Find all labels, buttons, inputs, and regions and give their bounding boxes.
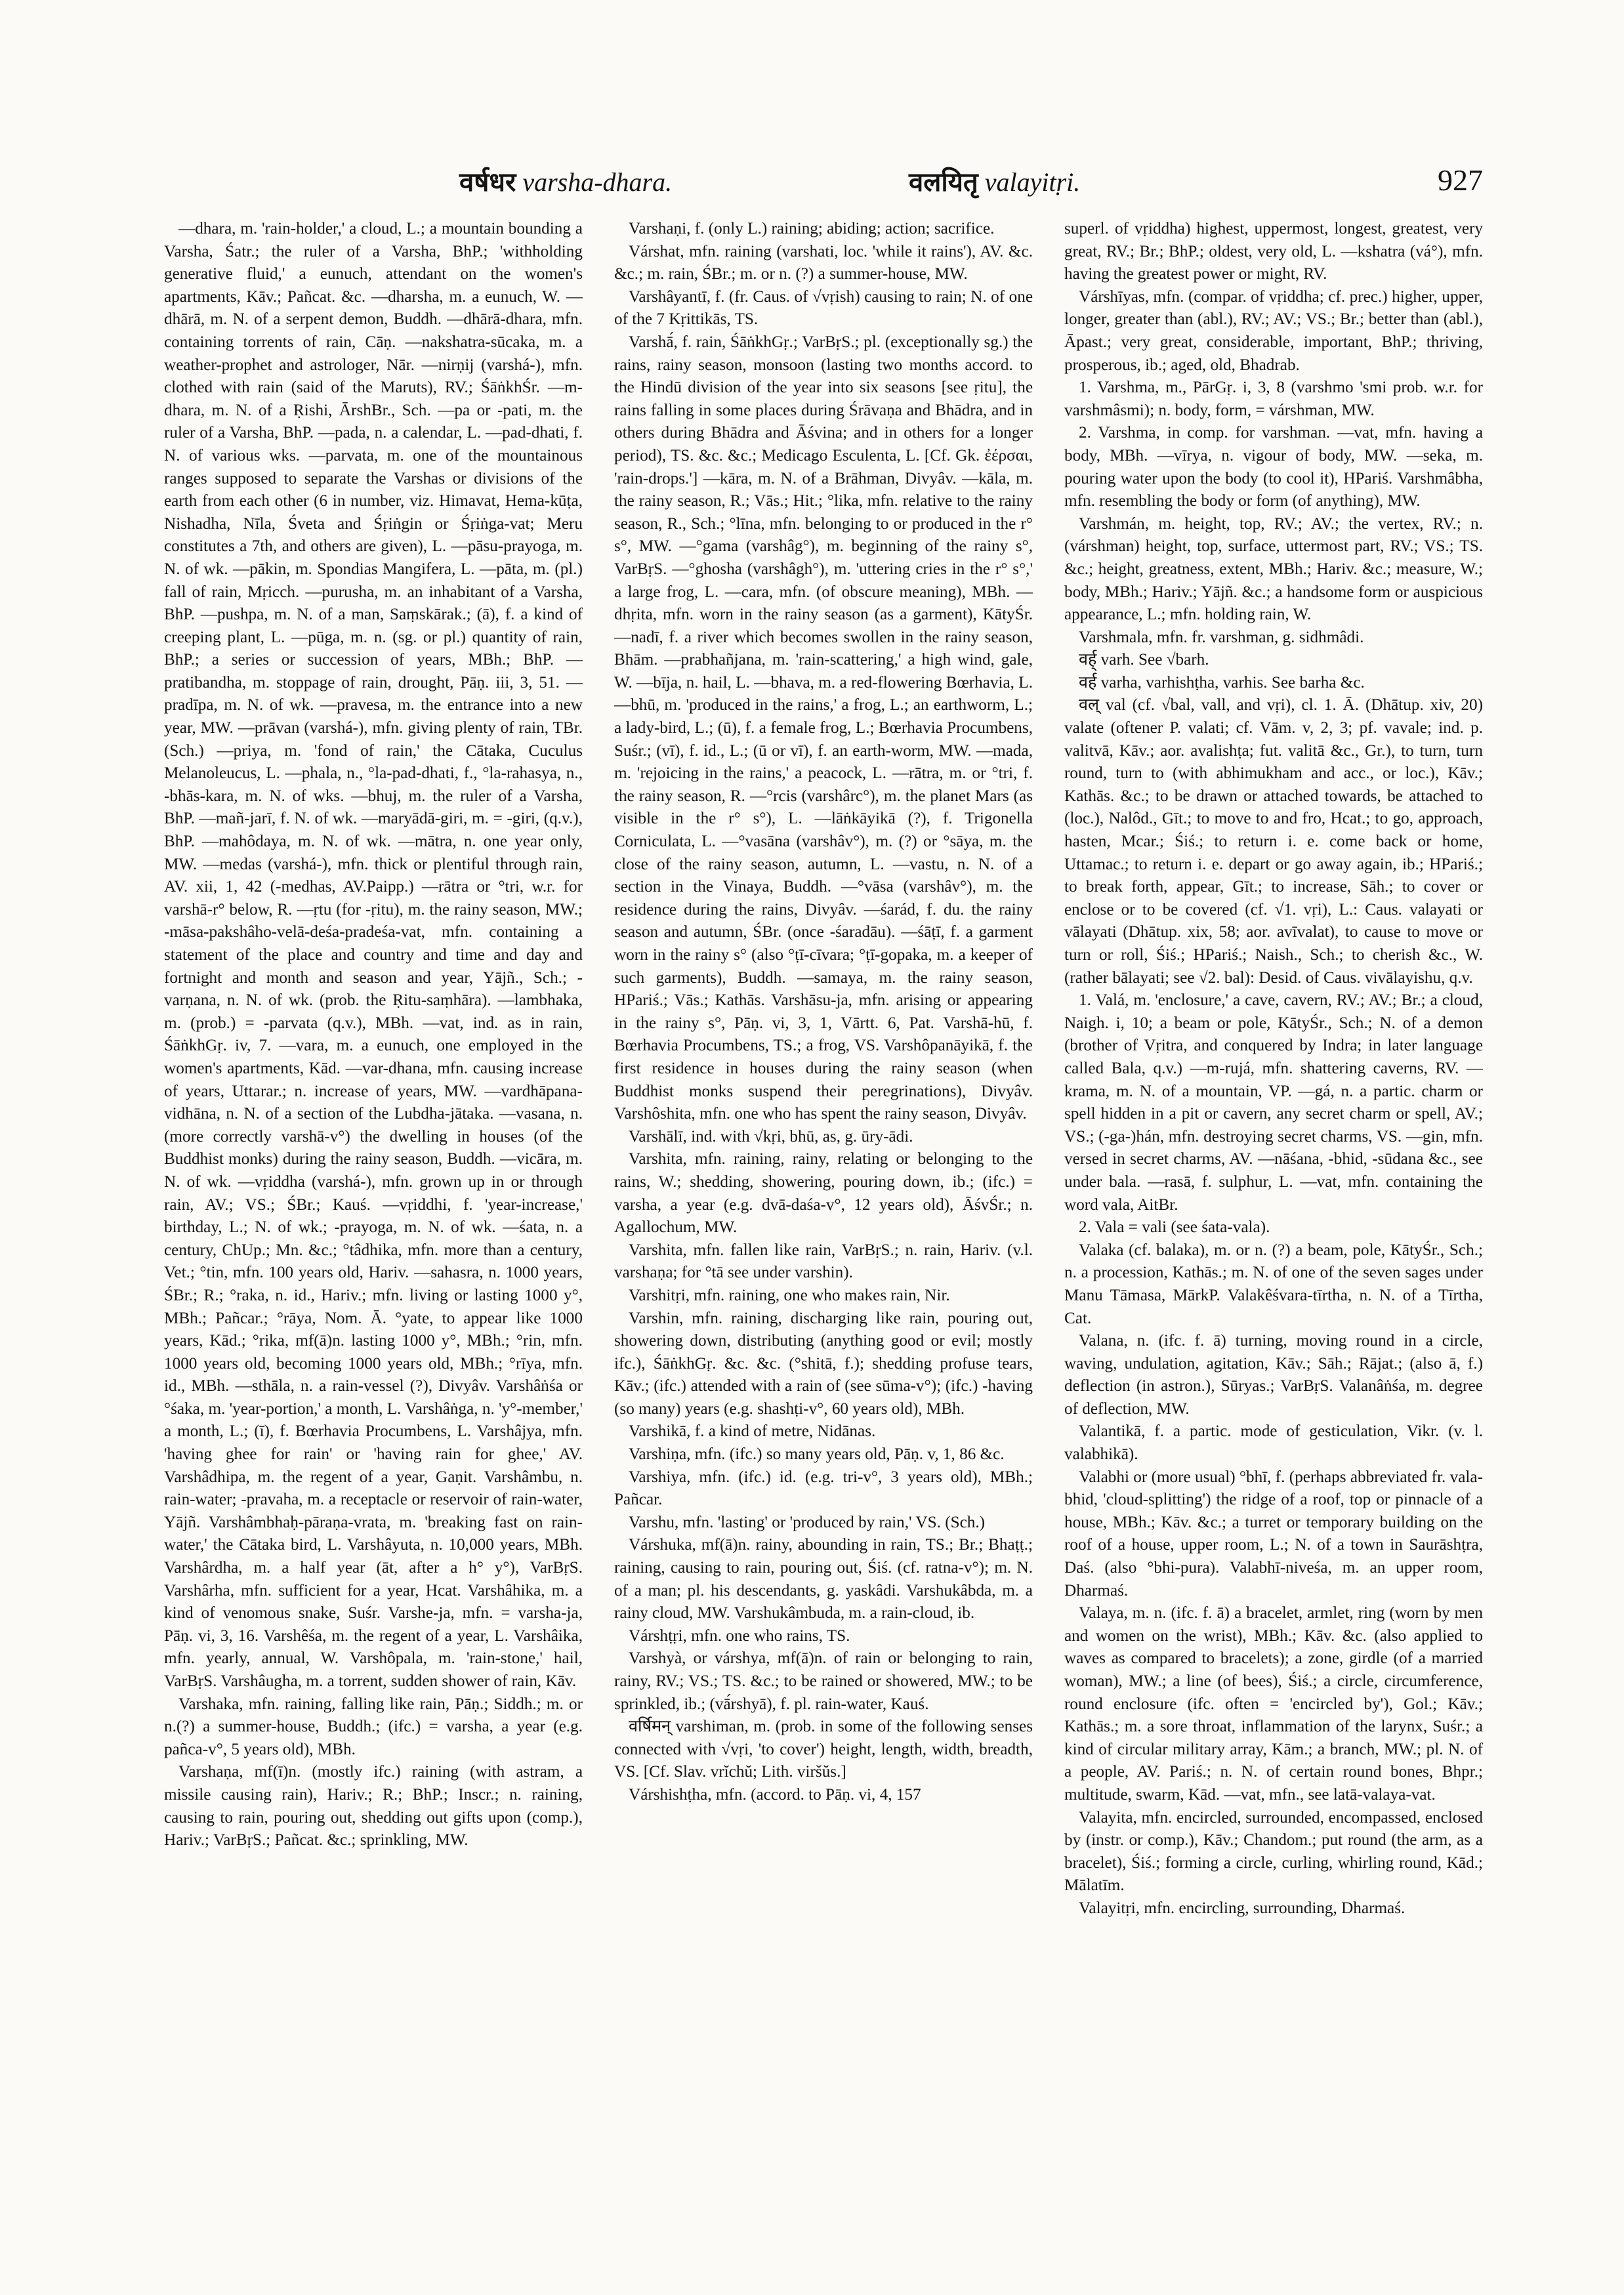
dictionary-entry: Varshālī, ind. with √kṛi, bhū, as, g. ūry-ādi.: [629, 1127, 913, 1146]
dictionary-entry: 1. Valá, m. 'enclosure,' a cave, cavern, RV.; AV.; Br.; a cloud, Naigh. i, 10; a beam or pole, KātyŚr., Sch.; N. of a demon (brother of Vṛitra, and conquered by Indra; in later language called Bala, q.v.) —m-rujá, mfn. shattering caverns, RV. —krama, m. N. of a mountain, VP. —gá, n. a partic. charm or spell hidden in a pit or cavern, any secret charm or spell, AV.; VS.; (-ga-)hán, mfn. destroying secret charms, VS. —gin, mfn. versed in secret charms, AV. —nāśana, -bhid, -sūdana &c., see under bala. —rasā, f. sulphur, L. —vat, mfn. containing the word vala, AitBr.: [1064, 991, 1483, 1214]
dictionary-entry: Varshikā, f. a kind of metre, Nidānas.: [629, 1422, 876, 1441]
column-left: [164, 218, 583, 2225]
dictionary-entry: Várshuka, mf(ā)n. rainy, abounding in rain, TS.; Br.; Bhaṭṭ.; raining, causing to rain, pouring out, Śiś. (cf. ratna-v°); m. N. of a man; pl. his descendants, g. yaskâdi. Varshukâbda, m. a rainy cloud, MW. Varshukâmbuda, m. a rain-cloud, ib.: [614, 1536, 1033, 1623]
dictionary-entry: Varshā́, f. rain, ŚāṅkhGṛ.; VarBṛS.; pl. (exceptionally sg.) the rains, rainy season, monsoon (lasting two months accord. to the Hindū division of the year into six seasons [see ṛitu], the rains falling in some places during Śrāvaṇa and Bhādra, and in others during Bhādra and Āśvina; and in others for a longer period), TS. &c. &c.; Medicago Esculenta, L. [Cf. Gk. ἐέρσαι, 'rain-drops.'] —kāra, m. N. of a Brāhman, Divyâv. —kāla, m. the rainy season, R.; Vās.; Hit.; °lika, mfn. relative to the rainy season, R., Sch.; °līna, mfn. belonging to or produced in the r° s°, MW. —°gama (varshâg°), m. beginning of the rainy s°, VarBṛS. —°ghosha (varshâgh°), m. 'uttering cries in the r° s°,' a large frog, L. —cara, mfn. (of obscure meaning), MBh. —dhṛita, mfn. worn in the rainy season (as a garment), KātyŚr. —nadī, f. a river which becomes swollen in the rainy season, Bhām. —prabhañjana, m. 'rain-scattering,' a high wind, gale, W. —bīja, n. hail, L. —bhava, m. a red-flowering Bœrhavia, L. —bhū, m. 'produced in the rains,' a frog, L.; an earthworm, L.; a lady-bird, L.; (ū), f. a female frog, L.; Bœrhavia Procumbens, Suśr.; (vī), f. id., L.; (ū or vī), f. an earth-worm, MW. —mada, m. 'rejoicing in the rains,' a peacock, L. —rātra, m. or °tri, f. the rainy season, R. —°rcis (varshârc°), m. the planet Mars (as visible in the r° s°), L. —lāṅkāyikā (?), f. Trigonella Corniculata, L. —°vasāna (varshâv°), m. (?) or °sāya, m. the close of the rainy season, autumn, L. —vastu, n. N. of a section in the Vinaya, Buddh. —°vāsa (varshâv°), m. the residence during the rains, Divyâv. —śarád, f. du. the rainy season and autumn, ŚBr. (once -śaradāu). —śāṭī, f. a garment worn in the rainy s° (also °ṭī-cīvara; °ṭī-gopaka, m. a keeper of such garments), Buddh. —samaya, m. the rainy season, HPariś.; Vās.; Kathās. Varshāsu-ja, mfn. arising or appearing in the rainy s°, Pāṇ. vi, 3, 1, Vārtt. 6, Pat. Varshā-hū, f. Bœrhavia Procumbens, TS.; a frog, VS. Varshôpanāyikā, f. the first residence in houses during the rainy season (when Buddhist monks suspend their peregrinations), Divyâv. Varshôshita, mfn. one who has spent the rainy season, Divyâv.: [614, 333, 1033, 1123]
running-header: [164, 163, 1483, 209]
left-headword: [459, 163, 672, 199]
left-headword-roman: varsha-dhara.: [522, 167, 673, 197]
dictionary-entry: Valabhi or (more usual) °bhī, f. (perhaps abbreviated fr. vala-bhid, 'cloud-splitting') the ridge of a roof, top or pinnacle of a house, MBh.; Kāv. &c.; a turret or temporary building on the roof of a house, upper room, L.; N. of a town in Saurāshṭra, Daś. (also °bhi-pura). Valabhī-niveśa, m. an upper room, Dharmaś.: [1064, 1468, 1483, 1600]
text-columns: [164, 218, 1483, 2225]
dictionary-entry: Valantikā, f. a partic. mode of gesticulation, Vikr. (v. l. valabhikā).: [1064, 1422, 1483, 1464]
dictionary-entry: Várshṭṛi, mfn. one who rains, TS.: [629, 1626, 850, 1645]
dictionary-entry: Varshiya, mfn. (ifc.) id. (e.g. tri-v°, 3 years old), MBh.; Pañcar.: [614, 1468, 1033, 1509]
dictionary-entry: Várshīyas, mfn. (compar. of vṛiddha; cf. prec.) higher, upper, longer, greater than (abl.), RV.; AV.; VS.; Br.; better than (abl.), Āpast.; very great, considerable, important, BhP.; thriving, prosperous, ib.; aged, old, Bhadrab.: [1064, 287, 1483, 374]
right-headword: [909, 163, 1080, 199]
dictionary-entry: Varshiṇa, mfn. (ifc.) so many years old, Pāṇ. v, 1, 86 &c.: [629, 1445, 1005, 1464]
dictionary-entry: Varshmala, mfn. fr. varshman, g. sidhmâdi.: [1079, 628, 1364, 646]
dictionary-entry: Valaka (cf. balaka), m. or n. (?) a beam, pole, KātyŚr., Sch.; n. a procession, Kathās.; m. N. of one of the seven sages under Manu Tāmasa, MārkP. Valakêśvara-tīrtha, n. N. of a Tīrtha, Cat.: [1064, 1241, 1483, 1327]
dictionary-entry: Varshaṇa, mf(ī)n. (mostly ifc.) raining (with astram, a missile causing rain), Hariv.; R.; BhP.; Inscr.; n. raining, causing to rain, pouring out, shedding out gifts upon (comp.), Hariv.; VarBṛS.; Pañcat. &c.; sprinkling, MW.: [164, 1763, 583, 1850]
dictionary-entry: वर्ह varha, varhishṭha, varhis. See barha &c.: [1079, 673, 1365, 692]
dictionary-entry: वर्ह् varh. See √barh.: [1079, 651, 1209, 669]
dictionary-entry: 2. Varshma, in comp. for varshman. —vat, mfn. having a body, MBh. —vīrya, n. vigour of body, MW. —seka, m. pouring water upon the body (to cool it), HPariś. Varshmâbha, mfn. resembling the body or form (of anything), MW.: [1064, 424, 1483, 510]
dictionary-entry: Varshaka, mfn. raining, falling like rain, Pāṇ.; Siddh.; m. or n.(?) a summer-house, Buddh.; (ifc.) = varsha, a year (e.g. pañca-v°, 5 years old), MBh.: [164, 1695, 583, 1758]
dictionary-entry: Varshin, mfn. raining, discharging like rain, pouring out, showering down, distributing (anything good or evil; mostly ifc.), ŚāṅkhGṛ. &c. &c. (°shitā, f.); shedding profuse tears, Kāv.; (ifc.) attended with a rain of (see sūma-v°); (ifc.) -having (so many) years (e.g. shashṭi-v°, 60 years old), MBh.: [614, 1309, 1033, 1418]
left-headword-devanagari: वर्षधर: [459, 167, 516, 197]
dictionary-entry: Varshyà, or várshya, mf(ā)n. of rain or belonging to rain, rainy, RV.; VS.; TS. &c.; to be rained or showered, MW.; to be sprinkled, ib.; (vā́rshyā), f. pl. rain-water, Kauś.: [614, 1649, 1033, 1713]
dictionary-entry: Valaya, m. n. (ifc. f. ā) a bracelet, armlet, ring (worn by men and women on the wrist), MBh.; Kāv. &c. (also applied to waves as compared to bracelets); a zone, girdle (of a married woman), MW.; a line (of bees), Śiś.; a circle, circumference, round enclosure (ifc. often = 'encircled by'), Gol.; Kāv.; Kathās.; m. a sore throat, inflammation of the larynx, Suśr.; a kind of circular military array, Kām.; a branch, MW.; pl. N. of a people, AV. Pariś.; n. N. of certain round bones, Bhpr.; multitude, swarm, Kād. —vat, mfn., see latā-valaya-vat.: [1064, 1604, 1483, 1804]
right-headword-devanagari: वलयितृ: [909, 167, 978, 197]
dictionary-entry: Varshu, mfn. 'lasting' or 'produced by rain,' VS. (Sch.): [629, 1513, 986, 1531]
dictionary-entry: वल् val (cf. √bal, vall, and vṛi), cl. 1. Ā. (Dhātup. xiv, 20) valate (oftener P. valati; cf. Vām. v, 2, 3; pf. vavale; ind. p. valitvā, Kāv.; aor. avalishṭa; fut. valitā &c., Gr.), to turn, turn round, turn to (with abhimukham and acc., or loc.), Kāv.; Kathās. &c.; to be drawn or attached towards, be attached to (loc.), Nalôd., Gīt.; to move to and fro, Hcat.; to go, approach, hasten, Mcar.; Śiś.; to return i. e. come back or home, Uttamac.; to return i. e. depart or go away again, ib.; HPariś.; to break forth, appear, Gīt.; to increase, Sāh.; to cover or enclose or to be covered (cf. √1. vṛi), L.: Caus. valayati or vālayati (Dhātup. xix, 58; aor. avīvalat), to cause to move or turn or roll, Śiś.; HPariś.; Naish., Sch.; to cherish &c., W. (rather bālayati; see √2. bal): Desid. of Caus. vivālayishu, q.v.: [1064, 696, 1483, 987]
dictionary-entry: Varshâyantī, f. (fr. Caus. of √vṛish) causing to rain; N. of one of the 7 Kṛittikās, TS.: [614, 287, 1033, 329]
column-middle: [614, 218, 1033, 2225]
dictionary-entry: 2. Vala = vali (see śata-vala).: [1079, 1218, 1270, 1237]
dictionary-entry: Várshishṭha, mfn. (accord. to Pāṇ. vi, 4, 157: [629, 1785, 921, 1804]
dictionary-entry: Varshita, mfn. fallen like rain, VarBṛS.; n. rain, Hariv. (v.l. varshaṇa; for °tā see under varshin).: [614, 1241, 1033, 1282]
dictionary-entry: Varshitṛi, mfn. raining, one who makes rain, Nir.: [629, 1286, 950, 1304]
dictionary-entry: वर्षिमन् varshiman, m. (prob. in some of the following senses connected with √vṛi, 'to cover') height, length, width, breadth, VS. [Cf. Slav. vrĭchŭ; Lith. viršŭs.]: [614, 1718, 1033, 1781]
dictionary-entry: 1. Varshma, m., PārGṛ. i, 3, 8 (varshmo 'smi prob. w.r. for varshmâsmi); n. body, form, = várshman, MW.: [1064, 379, 1483, 419]
dictionary-entry: superl. of vṛiddha) highest, uppermost, longest, greatest, very great, RV.; Br.; BhP.; oldest, very old, L. —kshatra (vá°), mfn. having the greatest power or might, RV.: [1064, 220, 1483, 283]
dictionary-entry: Valayitṛi, mfn. encircling, surrounding, Dharmaś.: [1079, 1899, 1405, 1917]
dictionary-entry: —dhara, m. 'rain-holder,' a cloud, L.; a mountain bounding a Varsha, Śatr.; the ruler of a Varsha, BhP.; 'withholding generative fluid,' a eunuch, attendant on the women's apartments, Kāv.; Pañcat. &c. —dharsha, m. a eunuch, W. —dhārā, m. N. of a serpent demon, Buddh. —dhārā-dhara, mfn. containing torrents of rain, Cāṇ. —nakshatra-sūcaka, m. a weather-prophet and astrologer, Nār. —nirṇij (varshá-), mfn. clothed with rain (said of the Maruts), RV.; ŚāṅkhŚr. —m-dhara, m. N. of a Ṛishi, ĀrshBr., Sch. —pa or -pati, m. the ruler of a Varsha, BhP. —pada, n. a calendar, L. —pad-dhati, f. N. of various wks. —parvata, m. one of the mountainous ranges supposed to separate the Varshas or divisions of the earth from each other (6 in number, viz. Himavat, Hema-kūṭa, Nishadha, Nīla, Śveta and Śṛiṅgin or Śṛiṅga-vat; Meru constitutes a 7th, and others are given), L. —pāsu-prayoga, m. N. of wk. —pākin, m. Spondias Mangifera, L. —pāta, m. (pl.) fall of rain, Mṛicch. —purusha, m. an inhabitant of a Varsha, BhP. —pushpa, m. N. of a man, Saṃskārak.; (ā), f. a kind of creeping plant, L. —pūga, m. n. (sg. or pl.) quantity of rain, BhP.; a series or succession of years, MBh.; BhP. —pratibandha, m. stoppage of rain, drought, Pāṇ. iii, 3, 51. —pradīpa, m. N. of wk. —pravesa, m. the entrance into a new year, MW. —prāvan (varshá-), mfn. giving plenty of rain, TBr. (Sch.) —priya, m. 'fond of rain,' the Cātaka, Cuculus Melanoleucus, L. —phala, n., °la-pad-dhati, f., °la-rahasya, n., -bhās-kara, m. N. of wks. —bhuj, m. the ruler of a Varsha, BhP. —mañ-jarī, f. N. of wk. —maryādā-giri, m. = -giri, (q.v.), BhP. —mahôdaya, m. N. of wk. —mātra, n. one year only, MW. —medas (varshá-), mfn. thick or plentiful through rain, AV. xii, 1, 42 (-medhas, AV.Paipp.) —rātra or °tri, w.r. for varshā-r° below, R. —ṛtu (for -ṛitu), m. the rainy season, MW.; -māsa-pakshâho-velā-deśa-pradeśa-vat, mfn. containing a statement of the place and country and time and day and fortnight and month and season and year, Yājñ., Sch.; -varṇana, n. N. of wk. (prob. the Ṛitu-saṃhāra). —lambhaka, m. (prob.) = -parvata (q.v.), MBh. —vat, ind. as in rain, ŚāṅkhGṛ. iv, 7. —vara, m. a eunuch, one employed in the women's apartments, Kād. —var-dhana, mfn. causing increase of years, Uttarar.; n. increase of years, MW. —vardhāpana-vidhāna, n. N. of a section of the Lubdha-jātaka. —vasana, n. (more correctly varshā-v°) the dwelling in houses (of the Buddhist monks) during the rainy season, Buddh. —vicāra, m. N. of wk. —vṛiddha (varshá-), mfn. grown up in or through rain, AV.; VS.; ŚBr.; Kauś. —vṛiddhi, f. 'year-increase,' birthday, L.; N. of wk.; -prayoga, m. N. of wk. —śata, n. a century, ChUp.; Mn. &c.; °tâdhika, mfn. more than a century, Vet.; °tin, mfn. 100 years old, Hariv. —sahasra, n. 1000 years, ŚBr.; R.; °raka, n. id., Hariv.; mfn. living or lasting 1000 y°, MBh.; Pañcar.; °rāya, Nom. Ā. °yate, to appear like 1000 years, Kād.; °rika, mf(ā)n. lasting 1000 y°, MBh.; °rin, mfn. 1000 years old, becoming 1000 years old, MBh.; °rīya, mfn. id., MBh. —sthāla, n. a rain-vessel (?), Divyâv. Varshâṅśa or °śaka, m. 'year-portion,' a month, L. Varshâṅga, n. 'y°-member,' a month, L.; (ī), f. Bœrhavia Procumbens, L. Varshâjya, mfn. 'having ghee for rain' or 'having rain for ghee,' AV. Varshâdhipa, m. the regent of a year, Gaṇit. Varshâmbu, n. rain-water; -pravaha, m. a receptacle or reservoir of rain-water, Yājñ. Varshâmbhaḥ-pāraṇa-vrata, m. 'breaking fast on rain-water,' the Cātaka bird, L. Varshâyuta, n. 10,000 years, MBh. Varshârdha, m. a half year (āt, after a h° y°), VarBṛS. Varshârha, mfn. sufficient for a year, Hcat. Varshâhika, m. a kind of venomous snake, Suśr. Varshe-ja, mfn. = varsha-ja, Pāṇ. vi, 3, 16. Varshêśa, m. the regent of a year, L. Varshâika, mfn. yearly, annual, W. Varshôpala, m. 'rain-stone,' hail, VarBṛS. Varshâugha, m. a torrent, sudden shower of rain, Kāv.: [164, 220, 583, 1690]
right-headword-roman: valayitṛi.: [984, 167, 1081, 197]
page-number: 927: [1438, 163, 1483, 197]
dictionary-entry: Varshaṇi, f. (only L.) raining; abiding; action; sacrifice.: [629, 220, 995, 238]
column-right: [1064, 218, 1483, 2225]
dictionary-entry: Varshmán, m. height, top, RV.; AV.; the vertex, RV.; n. (várshman) height, top, surface, uttermost part, RV.; VS.; TS. &c.; height, greatness, extent, MBh.; Hariv. &c.; measure, W.; body, MBh.; Hariv.; Yājñ. &c.; a handsome form or auspicious appearance, L.; mfn. holding rain, W.: [1064, 514, 1483, 624]
dictionary-entry: Varshita, mfn. raining, rainy, relating or belonging to the rains, W.; shedding, showering, pouring down, ib.; (ifc.) = varsha, a year (e.g. dvā-daśa-v°, 12 years old), ĀśvŚr.; n. Agallochum, MW.: [614, 1150, 1033, 1237]
dictionary-entry: Valayita, mfn. encircled, surrounded, encompassed, enclosed by (instr. or comp.), Kāv.; Chandom.; put round (the arm, as a bracelet), Śiś.; forming a circle, curling, whirling round, Kād.; Mālatīm.: [1064, 1808, 1483, 1895]
dictionary-entry: Várshat, mfn. raining (varshati, loc. 'while it rains'), AV. &c. &c.; m. rain, ŚBr.; m. or n. (?) a summer-house, MW.: [614, 242, 1033, 283]
dictionary-entry: Valana, n. (ifc. f. ā) turning, moving round in a circle, waving, undulation, agitation, Kāv.; Sāh.; Rājat.; (also ā, f.) deflection (in astron.), Sūryas.; VarBṛS. Valanâṅśa, m. degree of deflection, MW.: [1064, 1332, 1483, 1418]
